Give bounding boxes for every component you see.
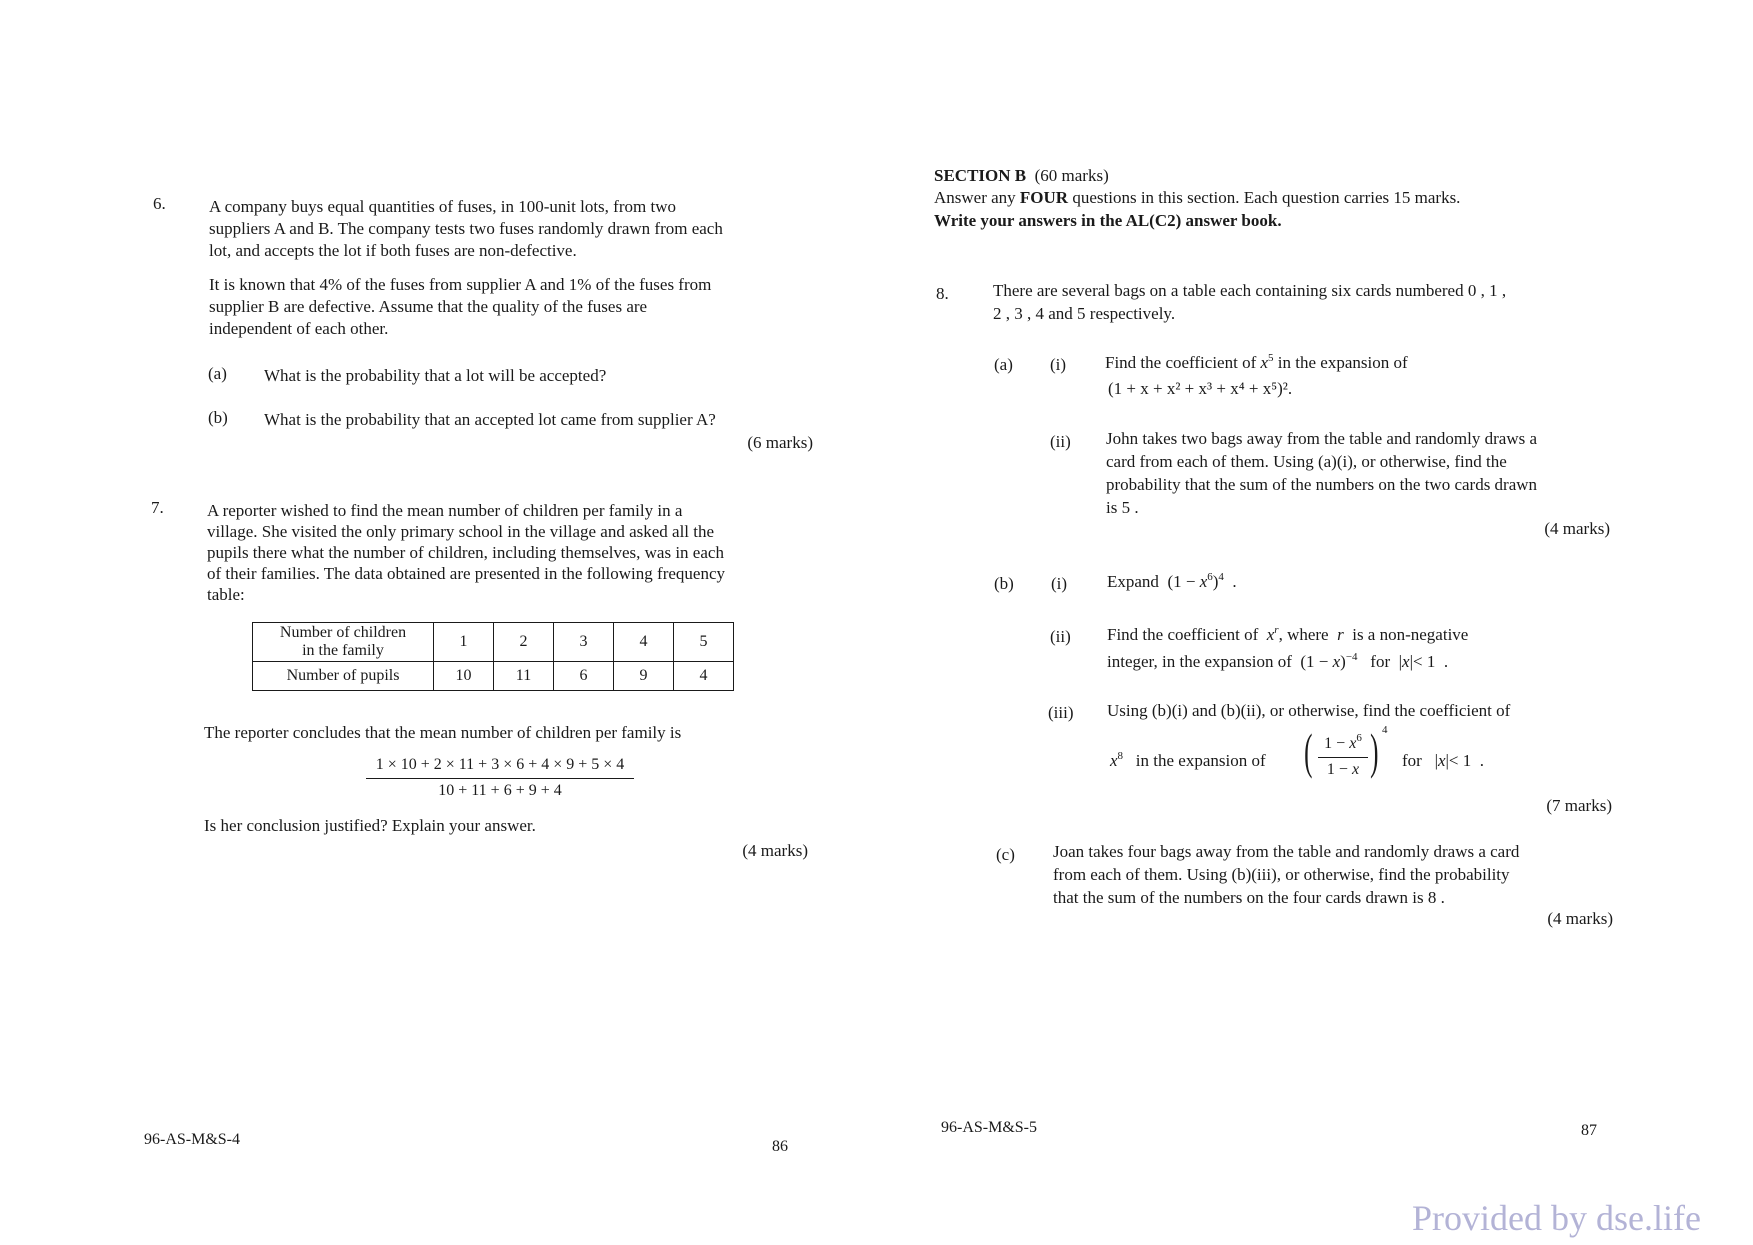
section-marks: (60 marks) xyxy=(1034,166,1109,185)
section-instruction-1 xyxy=(934,187,1460,209)
question-8biii-text-2: $x^8$ in the expansion of xyxy=(1110,750,1266,770)
question-7-question: Is her conclusion justified? Explain your answer. xyxy=(204,816,536,835)
left-footer-code: 96-AS-M&S-4 xyxy=(144,1131,241,1148)
text-segment: Find the coefficient of xyxy=(1107,625,1259,644)
text-line: John takes two bags away from the table and randomly draws a xyxy=(1106,429,1538,448)
section-title: SECTION B xyxy=(934,166,1027,185)
question-7-marks: (4 marks) xyxy=(742,841,808,860)
question-6-info xyxy=(209,274,711,340)
table-cell: 2 xyxy=(494,623,554,662)
text-line: 2 , 3 , 4 and 5 respectively. xyxy=(993,304,1176,323)
table-cell: 11 xyxy=(494,662,554,691)
question-8bi-text: Expand $(1 - x^6)^4$ . xyxy=(1107,571,1237,591)
question-8a-label: (a) xyxy=(994,355,1013,374)
question-6b-label: (b) xyxy=(208,408,228,427)
question-6-marks: (6 marks) xyxy=(747,433,813,452)
right-paren: ) xyxy=(1370,723,1379,779)
text-line: village. She visited the only primary school in the village and asked all the xyxy=(207,522,715,541)
text-segment: , where xyxy=(1278,625,1329,644)
text-line: There are several bags on a table each containing six cards numbered 0 , 1 , xyxy=(993,281,1507,300)
text-line: of their families. The data obtained are presented in the following frequency xyxy=(207,564,725,583)
question-8bii-text: Find the coefficient of $x^r$, where r is a non-negative xyxy=(1107,624,1469,644)
table-cell: 9 xyxy=(614,662,674,691)
left-page-number: 86 xyxy=(772,1138,788,1155)
text-line: independent of each other. xyxy=(209,319,389,339)
section-heading xyxy=(934,165,1109,187)
question-8ai-expression: (1 + x + x² + x³ + x⁴ + x⁵)². xyxy=(1108,379,1293,398)
text-line: pupils there what the number of children, including themselves, was in each xyxy=(207,543,724,562)
header-line: in the family xyxy=(302,642,384,659)
biii-exponent: 4 xyxy=(1382,724,1388,736)
text-segment: for xyxy=(1402,751,1422,770)
question-7-conclusion: The reporter concludes that the mean number of children per family is xyxy=(204,723,682,742)
text-segment: in the expansion of xyxy=(1135,751,1266,770)
biii-condition: for |x|< 1 . xyxy=(1402,751,1485,770)
question-8b-label: (b) xyxy=(994,574,1014,593)
header-line: Number of children xyxy=(279,623,407,641)
question-8a-marks: (4 marks) xyxy=(1544,519,1610,538)
question-7-intro xyxy=(207,500,725,605)
text-line: that the sum of the numbers on the four cards drawn is 8 . xyxy=(1053,888,1445,907)
table-row xyxy=(253,662,734,691)
question-6-intro xyxy=(209,196,723,262)
table-cell: 5 xyxy=(674,623,734,662)
text-line: It is known that 4% of the fuses from supplier A and 1% of the fuses from xyxy=(209,275,712,294)
question-8aii-label: (ii) xyxy=(1050,432,1071,451)
text-line: card from each of them. Using (a)(i), or otherwise, find the xyxy=(1106,452,1507,471)
question-8ai-text: Find the coefficient of $x^5$ in the expansion of xyxy=(1105,352,1408,372)
text-line: supplier B are defective. Assume that the quality of the fuses are xyxy=(209,297,648,317)
text-line: lot, and accepts the lot if both fuses are non-defective. xyxy=(209,241,577,261)
text-line: probability that the sum of the numbers on the two cards drawn xyxy=(1106,475,1538,494)
table-cell: 1 xyxy=(434,623,494,662)
question-8aii-text xyxy=(1106,427,1537,519)
question-8c-label: (c) xyxy=(996,845,1015,864)
table-cell: 4 xyxy=(674,662,734,691)
question-6-number: 6. xyxy=(153,194,166,213)
instruction-text: Answer any xyxy=(934,188,1020,207)
text-segment: is a non-negative xyxy=(1352,625,1469,644)
question-6b-text: What is the probability that an accepted lot came from supplier A? xyxy=(264,410,716,429)
text-line: table: xyxy=(207,585,245,604)
question-6a-text: What is the probability that a lot will be accepted? xyxy=(264,366,607,385)
text-line: Joan takes four bags away from the table and randomly draws a card xyxy=(1053,842,1520,861)
question-8biii-label: (iii) xyxy=(1048,703,1074,722)
watermark: Provided by dse.life xyxy=(1412,1198,1701,1238)
question-8b-marks: (7 marks) xyxy=(1546,796,1612,815)
table-header-cell: Number of pupils xyxy=(253,662,434,691)
text-segment: in the expansion of xyxy=(1273,353,1408,372)
right-page-number: 87 xyxy=(1581,1122,1597,1139)
question-8bii-text-2: integer, in the expansion of $(1 - x)^{-4}$ for |x|< 1 . xyxy=(1107,651,1449,671)
question-8biii-text: Using (b)(i) and (b)(ii), or otherwise, find the coefficient of xyxy=(1107,701,1511,720)
question-7-number: 7. xyxy=(151,498,164,517)
text-line: A company buys equal quantities of fuses, in 100-unit lots, from two xyxy=(209,197,676,216)
right-footer-code: 96-AS-M&S-5 xyxy=(941,1119,1038,1136)
question-8bii-label: (ii) xyxy=(1050,627,1071,646)
question-8c-marks: (4 marks) xyxy=(1547,909,1613,928)
table-cell: 3 xyxy=(554,623,614,662)
left-paren: ( xyxy=(1304,723,1313,779)
table-cell: 10 xyxy=(434,662,494,691)
question-8bi-label: (i) xyxy=(1051,574,1068,593)
fraction-numerator: $1 - x^6$ xyxy=(1318,734,1368,758)
text-line: is 5 . xyxy=(1106,498,1139,517)
text-segment: Find the coefficient of xyxy=(1105,353,1261,372)
table-row xyxy=(253,623,734,662)
biii-fraction xyxy=(1318,734,1368,781)
table-cell: 4 xyxy=(614,623,674,662)
table-cell: 6 xyxy=(554,662,614,691)
table-header-cell xyxy=(253,623,434,662)
text-segment: Expand xyxy=(1107,572,1159,591)
question-8c-text xyxy=(1053,840,1519,909)
question-6a-label: (a) xyxy=(208,364,227,383)
mean-fraction xyxy=(366,755,634,802)
section-instruction-2: Write your answers in the AL(C2) answer book. xyxy=(934,211,1282,230)
text-line: suppliers A and B. The company tests two fuses randomly drawn from each xyxy=(209,219,723,239)
text-segment: for xyxy=(1370,652,1391,671)
instruction-text: questions in this section. Each question carries 15 marks. xyxy=(1068,188,1461,207)
question-8-intro xyxy=(993,279,1506,325)
text-line: from each of them. Using (b)(iii), or otherwise, find the probability xyxy=(1053,865,1510,884)
fraction-numerator: 1 × 10 + 2 × 11 + 3 × 6 + 4 × 9 + 5 × 4 xyxy=(366,755,634,779)
text-line: A reporter wished to find the mean number of children per family in a xyxy=(207,501,683,520)
text-segment: integer, in the expansion of xyxy=(1107,652,1292,671)
fraction-denominator: 1 − x xyxy=(1326,760,1360,778)
question-8-number: 8. xyxy=(936,284,949,303)
instruction-emphasis: FOUR xyxy=(1019,188,1069,207)
question-8ai-label: (i) xyxy=(1050,355,1067,374)
fraction-denominator: 10 + 11 + 6 + 9 + 4 xyxy=(438,781,562,799)
frequency-table xyxy=(252,622,734,691)
